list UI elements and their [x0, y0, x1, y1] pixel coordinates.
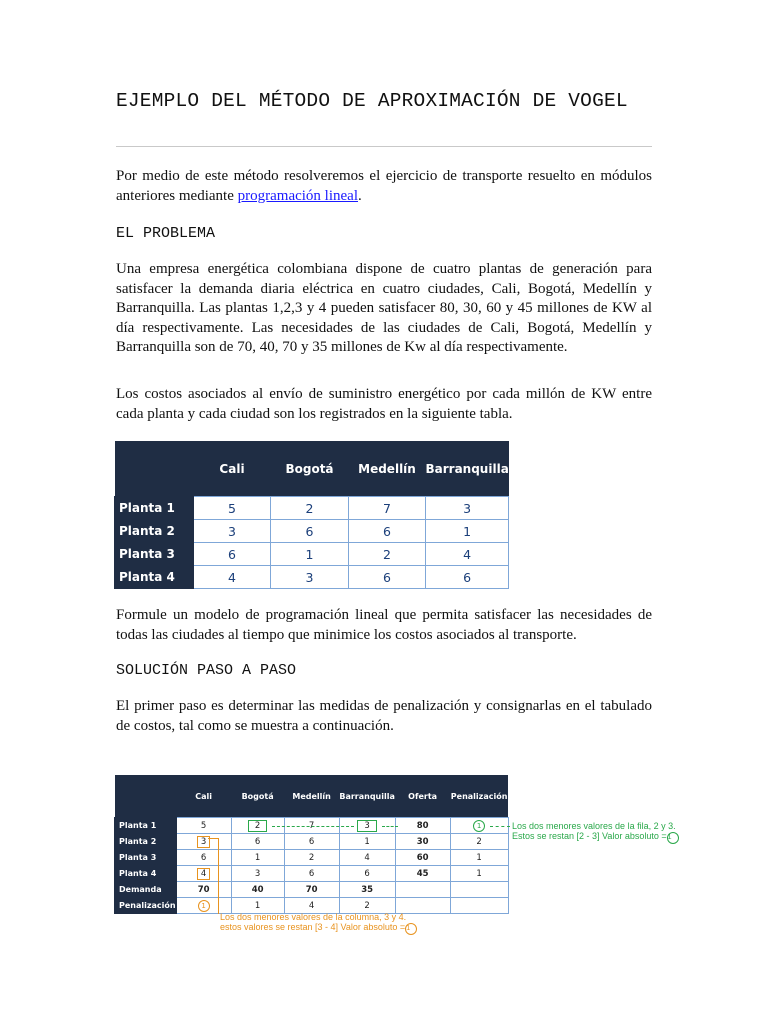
penalty-header: Bogotá: [231, 775, 284, 818]
cost-cell: 3: [426, 497, 509, 520]
supply-cell: 60: [395, 850, 450, 866]
empty-cell: [450, 882, 508, 898]
cost-cell: 6: [349, 520, 426, 543]
demand-cell: 35: [339, 882, 395, 898]
row-dashed-connector-2: [382, 826, 398, 827]
table-row: [115, 520, 509, 543]
cost-cell: 7: [349, 497, 426, 520]
penalty-header: Cali: [176, 775, 231, 818]
row-dashed-connector-3: [490, 826, 510, 827]
table-row: [115, 834, 509, 850]
intro-text: Por medio de este método resolveremos el ejercicio de transporte resuelto en módulos anteriores mediante: [116, 168, 652, 204]
column-penalty-note: [220, 912, 417, 935]
cost-cell: 4: [194, 566, 271, 589]
row-header: Planta 4: [115, 866, 177, 882]
demand-cell: 70: [284, 882, 339, 898]
penalty-header: Medellín: [284, 775, 339, 818]
penalty-cell: 1: [450, 866, 508, 882]
supply-cell: 45: [395, 866, 450, 882]
cost-header: Cali: [194, 441, 271, 497]
empty-cell: [395, 882, 450, 898]
circled-value: 1: [667, 832, 679, 844]
highlight-box: 4: [197, 868, 210, 880]
cost-cell: 5: [176, 818, 231, 834]
row-header: Penalización: [115, 898, 177, 914]
page-title: EJEMPLO DEL MÉTODO DE APROXIMACIÓN DE VOGEL: [116, 90, 628, 112]
cost-cell: 6: [176, 850, 231, 866]
table-row: [115, 882, 509, 898]
table-row: [115, 866, 509, 882]
row-header: Planta 2: [115, 520, 194, 543]
cost-cell-highlight: [176, 866, 231, 882]
cost-cell: 3: [194, 520, 271, 543]
penalty-header: Oferta: [395, 775, 450, 818]
row-dashed-connector: [272, 826, 354, 827]
cost-cell-highlight: [176, 834, 231, 850]
penalty-cell: 4: [284, 898, 339, 914]
table-row: [115, 497, 509, 520]
cost-cell: 4: [339, 850, 395, 866]
title-divider: [116, 146, 652, 147]
row-note-text: Estos se restan [2 - 3] Valor absoluto =: [512, 831, 667, 841]
cost-header: Medellín: [349, 441, 426, 497]
circled-value: 1: [473, 820, 485, 832]
cost-cell: 4: [426, 543, 509, 566]
row-header: Planta 4: [115, 566, 194, 589]
row-header: Planta 3: [115, 850, 177, 866]
col-note-text: estos valores se restan [3 - 4] Valor absoluto =: [220, 922, 406, 932]
row-penalty-note: [512, 821, 679, 844]
row-header: Planta 2: [115, 834, 177, 850]
row-header: Demanda: [115, 882, 177, 898]
cost-cell: 1: [339, 834, 395, 850]
highlight-box: 3: [357, 820, 376, 832]
cost-cell: 6: [284, 834, 339, 850]
penalty-cell: 2: [339, 898, 395, 914]
row-header: Planta 3: [115, 543, 194, 566]
intro-paragraph: [116, 167, 652, 206]
circled-value: 1: [198, 900, 210, 912]
cost-cell: 6: [231, 834, 284, 850]
cost-cell: 6: [194, 543, 271, 566]
problem-paragraph-3: Formule un modelo de programación lineal que permita satisfacer las necesidades de todas las ciudades al tiempo que minimice los costos asociados al transporte.: [116, 607, 652, 643]
demand-cell: 70: [176, 882, 231, 898]
intro-text-end: .: [358, 187, 362, 204]
problem-paragraph-1: Una empresa energética colombiana dispone de cuatro plantas de generación para satisfacer la demanda diaria eléctrica en cuatro ciudades, Cali, Bogotá, Medellín y Barranquilla. Las plantas 1,2,3 y 4 pueden satisfacer 80, 30, 60 y 45 millones de KW al día respectivamente. Las necesidades de las ciudades de Cali, Bogotá, Medellín y Barranquilla son de 70, 40, 70 y 35 millones de Kw al día respectivamente.: [116, 261, 652, 355]
col-note-line-2: [220, 922, 417, 935]
cost-cell: 2: [271, 497, 349, 520]
table-row: [115, 543, 509, 566]
penalty-cell: 1: [450, 850, 508, 866]
row-note-line-1: Los dos menores valores de la fila, 2 y 3.: [512, 821, 676, 831]
penalty-cell: 2: [450, 834, 508, 850]
column-bracket-lower: [218, 874, 219, 914]
cost-header: Barranquilla: [426, 441, 509, 497]
cost-cell: 7: [284, 818, 339, 834]
table-row: [115, 566, 509, 589]
cost-cell: 6: [284, 866, 339, 882]
cost-cell: 1: [231, 850, 284, 866]
empty-cell: [450, 898, 508, 914]
column-bracket: [208, 838, 219, 875]
cost-table: [114, 441, 509, 589]
cost-cell: 2: [349, 543, 426, 566]
cost-table-corner: [115, 441, 194, 497]
cost-cell: 6: [271, 520, 349, 543]
cost-cell: 1: [271, 543, 349, 566]
circled-value: 1: [405, 923, 417, 935]
problem-paragraph-2: Los costos asociados al envío de suministro energético por cada millón de KW entre cada planta y cada ciudad son los registrados en la siguiente tabla.: [116, 386, 652, 422]
penalty-header: Penalización: [450, 775, 508, 818]
penalty-table-corner: [115, 775, 177, 818]
heading-el-problema: EL PROBLEMA: [116, 225, 216, 242]
cost-cell: 6: [426, 566, 509, 589]
cost-cell: 5: [194, 497, 271, 520]
table-row: [115, 850, 509, 866]
row-header: Planta 1: [115, 497, 194, 520]
cost-cell: 2: [284, 850, 339, 866]
row-header: Planta 1: [115, 818, 177, 834]
cost-cell: 6: [339, 866, 395, 882]
penalty-cell: 1: [231, 898, 284, 914]
supply-cell: 80: [395, 818, 450, 834]
heading-solucion: SOLUCIÓN PASO A PASO: [116, 662, 297, 679]
penalty-table: [114, 775, 509, 914]
cost-cell: 3: [231, 866, 284, 882]
penalty-header: Barranquilla: [339, 775, 395, 818]
supply-cell: 30: [395, 834, 450, 850]
cost-cell: 1: [426, 520, 509, 543]
highlight-box: 2: [248, 820, 267, 832]
highlight-box: 3: [197, 836, 210, 848]
row-note-line-2: [512, 831, 679, 844]
link-programacion-lineal[interactable]: programación lineal: [237, 187, 358, 204]
col-note-line-1: Los dos menores valores de la columna, 3 y 4.: [220, 912, 407, 922]
cost-cell: 3: [271, 566, 349, 589]
cost-cell: 6: [349, 566, 426, 589]
demand-cell: 40: [231, 882, 284, 898]
cost-header: Bogotá: [271, 441, 349, 497]
solution-paragraph-1: El primer paso es determinar las medidas de penalización y consignarlas en el tabulado de costos, tal como se muestra a continuación.: [116, 698, 652, 734]
